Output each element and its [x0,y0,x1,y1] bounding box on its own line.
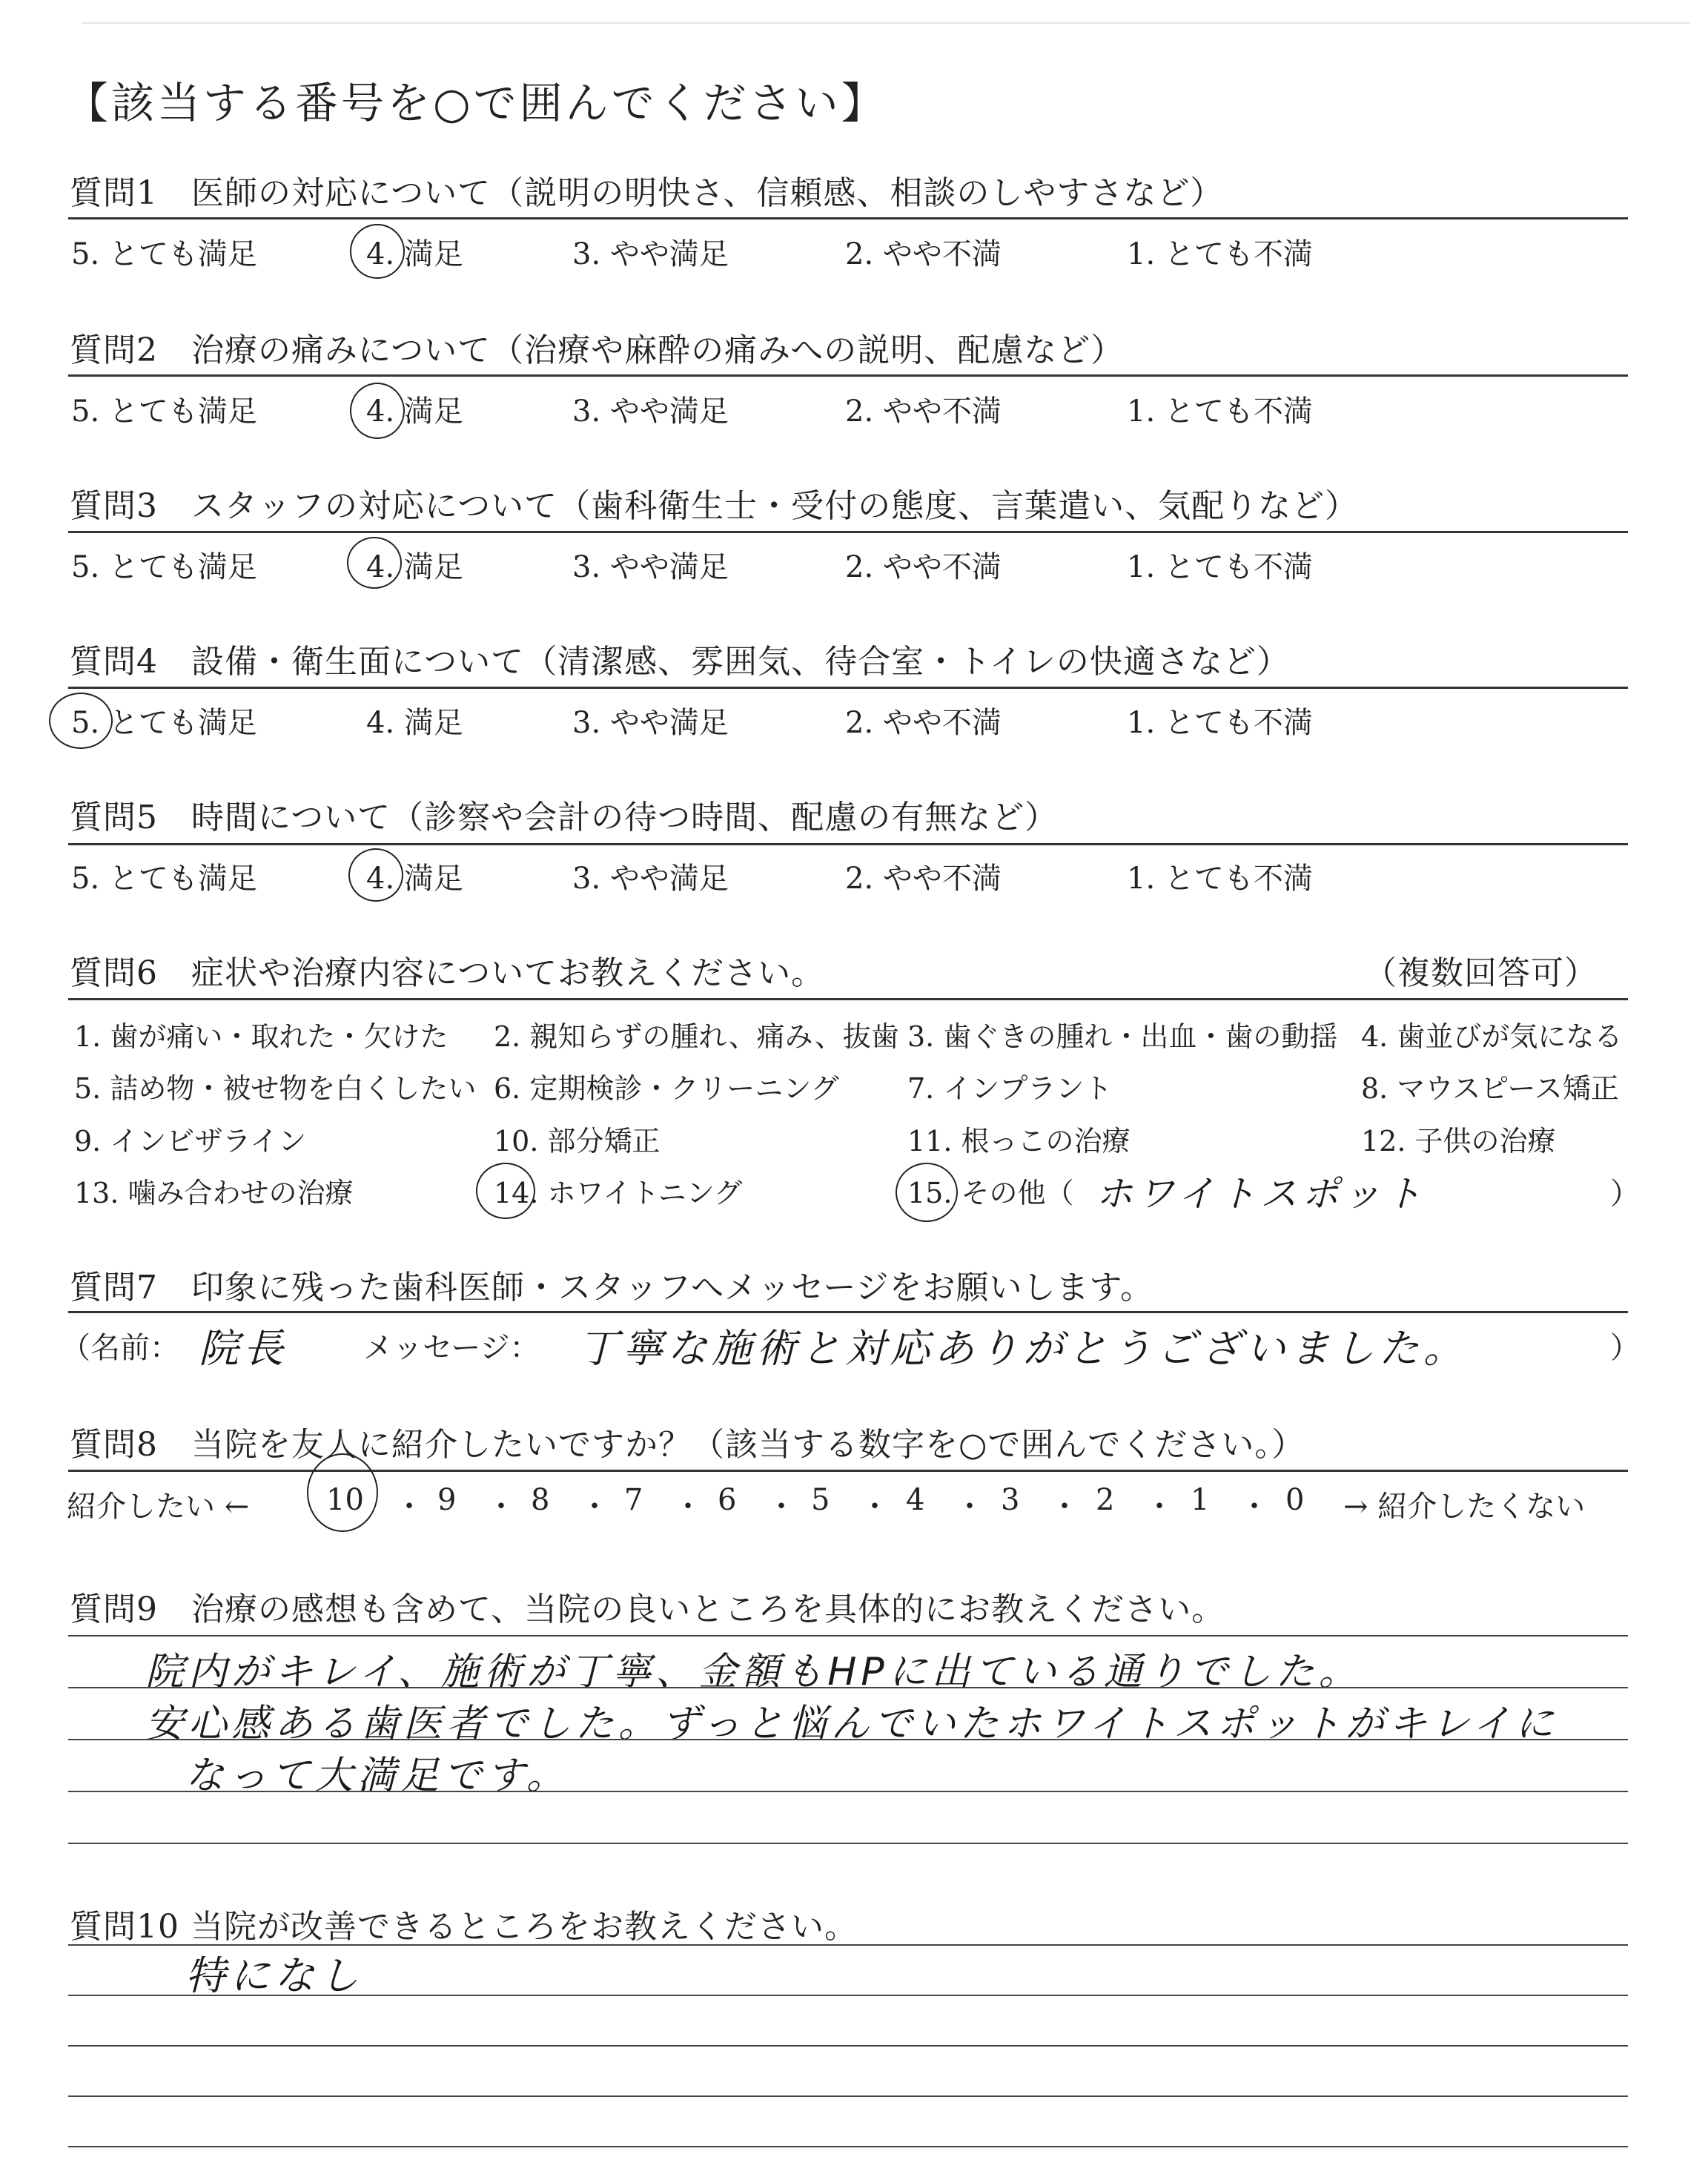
q8-selection-circle [307,1453,378,1532]
q8-dot: ・ [1239,1490,1269,1524]
q5-title: 質問5 時間について（診察や会計の待つ時間、配慮の有無など） [70,799,1059,836]
q6-other-handwritten: ホワイトスポット [1096,1172,1426,1215]
q8-dot: ・ [580,1490,609,1524]
q4-selection-circle [49,693,113,749]
q4-title: 質問4 設備・衛生面について（清潔感、雰囲気、待合室・トイレの快適さなど） [70,643,1290,681]
q6-item-4: 4. 歯並びが気になる [1361,1020,1623,1053]
q10-writing-line [68,1995,1628,1996]
q10-title: 質問10 当院が改善できるところをお教えください。 [70,1908,858,1946]
q3-option-5: 5. とても満足 [71,550,257,584]
q2-selection-circle [350,383,405,439]
q8-scale-5: 5 [811,1483,830,1517]
q5-option-4: 4. 満足 [366,862,463,896]
q8-dot: ・ [955,1490,984,1524]
q9-writing-line [68,1791,1628,1792]
q4-option-4: 4. 満足 [366,706,463,740]
q10-writing-line [68,2146,1628,2147]
q7-close-paren: ） [1610,1331,1640,1365]
q8-scale-3: 3 [1001,1483,1020,1517]
q8-scale-1: 1 [1191,1483,1210,1517]
q10-writing-line [68,2045,1628,2047]
q3-option-2: 2. やや不満 [845,550,1002,584]
q6-item-13: 13. 噛み合わせの治療 [74,1177,354,1209]
q5-option-2: 2. やや不満 [845,862,1002,896]
q4-option-3: 3. やや満足 [572,706,729,740]
q6-other-close-paren: ） [1610,1177,1640,1211]
q8-dot: ・ [1145,1490,1174,1524]
q1-selection-circle [350,224,405,279]
q5-selection-circle [348,848,403,902]
q1-option-1: 1. とても不満 [1127,237,1313,271]
q6-item-10: 10. 部分矯正 [494,1125,661,1157]
q1-option-4: 4. 満足 [366,237,463,271]
q8-scale-0: 0 [1285,1483,1305,1517]
q5-rule [68,843,1628,845]
q6-item-12: 12. 子供の治療 [1361,1125,1556,1157]
q5-option-3: 3. やや満足 [572,862,729,896]
q9-answer-line-2: 安心感ある歯医者でした。ずっと悩んでいたホワイトスポットがキレイに [145,1702,1558,1746]
q4-option-5: 5. とても満足 [71,706,257,740]
q7-title: 質問7 印象に残った歯科医師・スタッフへメッセージをお願いします。 [70,1269,1153,1307]
q2-option-3: 3. やや満足 [572,394,729,429]
q6-item-14: 14. ホワイトニング [494,1177,743,1209]
q3-option-1: 1. とても不満 [1127,550,1313,584]
q2-option-1: 1. とても不満 [1127,394,1313,429]
q8-dot: ・ [1050,1490,1079,1524]
q6-item-3: 3. 歯ぐきの腫れ・出血・歯の動揺 [907,1020,1338,1053]
q10-writing-line [68,2095,1628,2097]
q6-item-15-circle [896,1163,958,1222]
q6-title: 質問6 症状や治療内容についてお教えください。 [70,954,825,992]
q8-left-label: 紹介したい ← [67,1490,250,1524]
q9-writing-line [68,1635,1628,1636]
q8-dot: ・ [767,1490,796,1524]
q9-writing-line [68,1687,1628,1688]
q9-writing-line [68,1843,1628,1844]
q8-scale-9: 9 [437,1483,457,1517]
q3-rule [68,531,1628,533]
q8-scale-2: 2 [1096,1483,1115,1517]
q8-scale-8: 8 [531,1483,550,1517]
q1-title: 質問1 医師の対応について（説明の明快さ、信頼感、相談のしやすさなど） [70,174,1224,212]
q8-dot: ・ [860,1490,890,1524]
page-top-rule [82,22,1690,24]
q9-answer-line-1: 院内がキレイ、施術が丁寧、金額もHPに出ている通りでした。 [145,1650,1362,1694]
q1-option-5: 5. とても満足 [71,237,257,271]
q6-item-9: 9. インビザライン [74,1125,307,1157]
q4-option-2: 2. やや不満 [845,706,1002,740]
q4-rule [68,687,1628,689]
q6-item-15: 15. その他（ [907,1177,1074,1209]
q2-option-5: 5. とても満足 [71,394,257,429]
q6-item-14-circle [476,1163,535,1219]
q3-option-3: 3. やや満足 [572,550,729,584]
q8-scale-7: 7 [624,1483,643,1517]
q5-option-5: 5. とても満足 [71,862,257,896]
q9-writing-line [68,1739,1628,1740]
q2-option-4: 4. 満足 [366,394,463,429]
q9-title: 質問9 治療の感想も含めて、当院の良いところを具体的にお教えください。 [70,1591,1225,1628]
form-heading: 【該当する番号を○で囲んでください】 [65,78,887,128]
q6-item-2: 2. 親知らずの腫れ、痛み、抜歯 [494,1020,899,1053]
q3-option-4: 4. 満足 [366,550,463,584]
q6-note: （複数回答可） [1364,954,1598,992]
q6-item-7: 7. インプラント [907,1072,1113,1105]
q6-item-5: 5. 詰め物・被せ物を白くしたい [74,1072,477,1105]
q6-item-11: 11. 根っこの治療 [907,1125,1131,1157]
q8-title: 質問8 当院を友人に紹介したいですか？（該当する数字を○で囲んでください。） [70,1426,1305,1464]
q8-dot: ・ [673,1490,703,1524]
q6-item-6: 6. 定期検診・クリーニング [494,1072,839,1105]
q8-scale-10: 10 [326,1483,364,1517]
q6-item-1: 1. 歯が痛い・取れた・欠けた [74,1020,448,1053]
q1-option-3: 3. やや満足 [572,237,729,271]
q7-name-label: （名前： [61,1331,179,1365]
q8-dot: ・ [394,1490,424,1524]
q8-right-label: → 紹介したくない [1343,1490,1586,1524]
q7-message-value: 丁寧な施術と対応ありがとうございました。 [578,1325,1468,1372]
q3-selection-circle [347,537,402,589]
q8-scale-4: 4 [906,1483,925,1517]
q7-rule [68,1311,1628,1313]
q3-title: 質問3 スタッフの対応について（歯科衛生士・受付の態度、言葉遣い、気配りなど） [70,487,1359,525]
q2-option-2: 2. やや不満 [845,394,1002,429]
q7-message-label: メッセージ： [363,1331,540,1365]
q1-rule [68,217,1628,219]
q10-answer: 特になし [185,1952,363,1999]
q4-option-1: 1. とても不満 [1127,706,1313,740]
q8-dot: ・ [486,1490,516,1524]
q2-title: 質問2 治療の痛みについて（治療や麻酔の痛みへの説明、配慮など） [70,331,1125,369]
q9-answer-line-3: なって大満足です。 [185,1754,569,1798]
q7-name-value: 院長 [199,1325,288,1372]
q6-item-8: 8. マウスピース矯正 [1361,1072,1619,1105]
q6-rule [68,998,1628,1000]
q8-rule [68,1470,1628,1472]
q8-scale-6: 6 [718,1483,737,1517]
q2-rule [68,374,1628,377]
q1-option-2: 2. やや不満 [845,237,1002,271]
q5-option-1: 1. とても不満 [1127,862,1313,896]
